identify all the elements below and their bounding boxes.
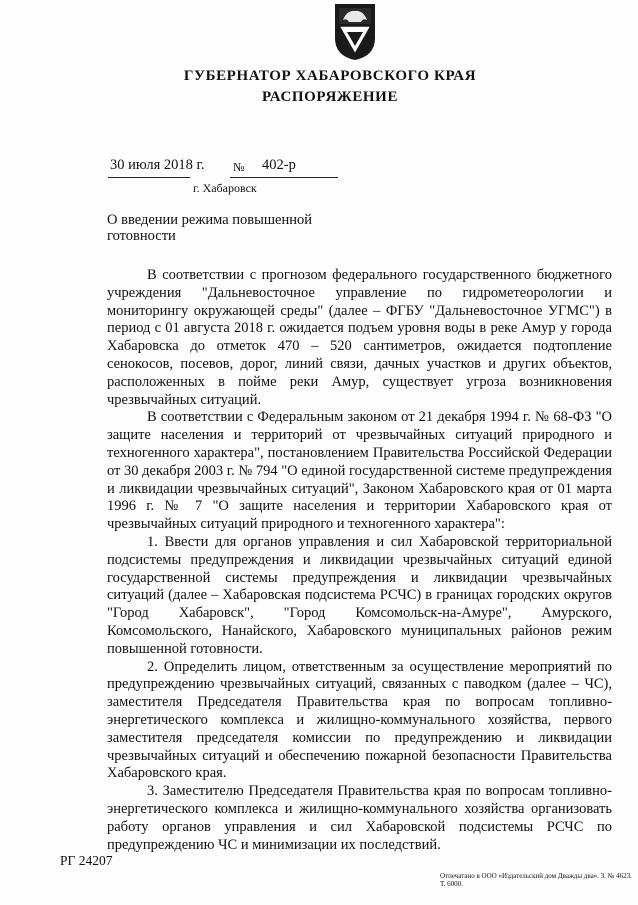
body-paragraph: 3. Заместителю Председателя Правительства края по вопросам топливно-энергетического комплекса и жилищно-коммунального хозяйства организовать работу органов управления и сил Хабаровской подсистемы РСЧС по предупреждению ЧС и минимизации их последствий. <box>107 783 612 853</box>
number-underline <box>230 177 338 178</box>
document-city: г. Хабаровск <box>193 181 257 195</box>
date-underline <box>108 177 190 178</box>
document-number: 402-р <box>262 157 296 173</box>
printer-note: Отпечатано в ООО «Издательский дом Дважды два». З. № 4623. Т. 6000. <box>440 872 632 888</box>
document-code: РГ 24207 <box>60 853 113 868</box>
document-date: 30 июля 2018 г. <box>110 157 205 173</box>
body-paragraph: В соответствии с прогнозом федерального государственного бюджетного учреждения "Дальневосточное управление по гидрометеорологии и мониторингу окружающей среды" (далее – ФГБУ "Дальневосточное УГМС") в период с 01 августа 2018 г. ожидается подъем уровня воды в реке Амур у города Хабаровска до отметок 470 – 520 сантиметров, ожидается подтопление сенокосов, посевов, дорог, линий связи, дачных участков и других объектов, расположенных в пойме реки Амур, существует угроза возникновения чрезвычайных ситуаций. <box>107 267 612 408</box>
number-sign: № <box>233 160 245 174</box>
document-type: РАСПОРЯЖЕНИЕ <box>261 89 399 105</box>
document-body <box>107 267 612 854</box>
khabarovsk-coat-of-arms-icon <box>333 2 377 62</box>
document-subject: О введении режима повышенной готовности <box>107 212 312 244</box>
body-paragraph: В соответствии с Федеральным законом от 21 декабря 1994 г. № 68-ФЗ "О защите населения и территорий от чрезвычайных ситуаций природного и техногенного характера", постановлением Правительства Российской Федерации от 30 декабря 2003 г. № 794 "О единой государственной системе предупреждения и ликвидации чрезвычайных ситуаций", Законом Хабаровского края от 01 марта 1996 г. № 7 "О защите населения и территории Хабаровского края от чрезвычайных ситуаций природного и техногенного характера": <box>107 409 612 533</box>
governor-title: ГУБЕРНАТОР ХАБАРОВСКОГО КРАЯ <box>183 68 477 84</box>
body-paragraph: 1. Ввести для органов управления и сил Хабаровской территориальной подсистемы предупреждения и ликвидации чрезвычайных ситуаций единой государственной системы предупреждения и ликвидации чрезвычайных ситуаций (далее – Хабаровская подсистема РСЧС) в границах городских округов "Город Хабаровск", "Город Комсомольск-на-Амуре", Амурского, Комсомольского, Нанайского, Хабаровского муниципальных районов режим повышенной готовности. <box>107 533 612 657</box>
body-paragraph: 2. Определить лицом, ответственным за осуществление мероприятий по предупреждению чрезвычайных ситуаций, связанных с паводком (далее – ЧС), заместителя Председателя Правительства края по вопросам топливно-энергетического комплекса и жилищно-коммунального хозяйства, первого заместителя председателя комиссии по предупреждению и ликвидации чрезвычайных ситуаций и обеспечению пожарной безопасности Правительства Хабаровского края. <box>107 658 612 782</box>
